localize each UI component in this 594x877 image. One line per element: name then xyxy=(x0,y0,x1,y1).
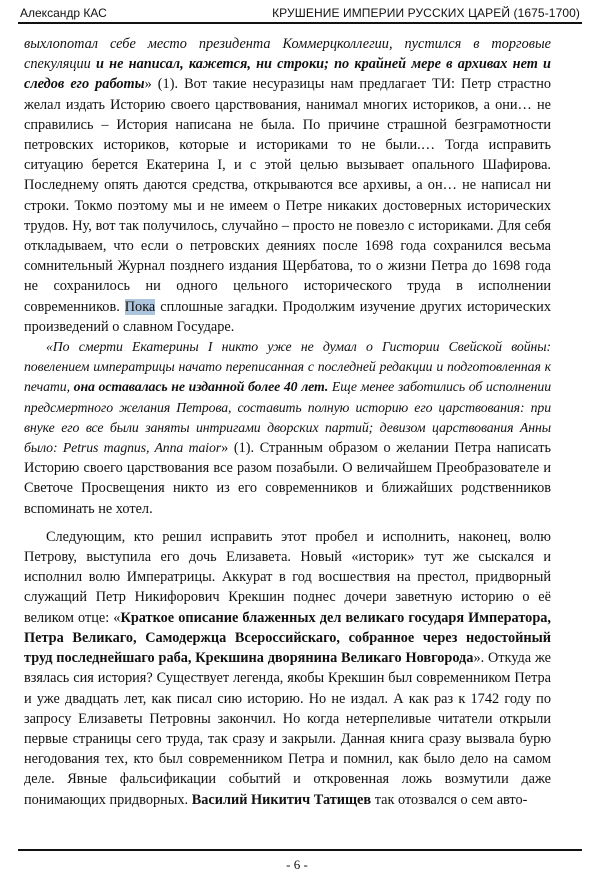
paragraph-gap xyxy=(24,519,551,527)
paragraph-3-text-2: ». Откуда же взялась сия история? Существует легенда, якобы Крекшин был современником Петра и уже двадцать лет, как писал сию историю. Но не издал. А как раз к 1742 году по запросу Елизаветы Петровны закончил. Но когда нетерпеливые читатели открыли первые страницы сего труда, так сразу и закрыли. Данная книга сразу вызвала бурю негодования тех, кто был современником Петра и помнил, как было дело на самом деле. Явные фальсификации событий и откровенная ложь возмутили даже понимающих придворных. xyxy=(24,650,551,808)
running-header xyxy=(18,4,582,22)
book-title-bold: Краткое описание блаженных дел великаго государя Императора, Петра Великаго, Самодержца Всероссийскаго, собранное через недостойный труд последнейшаго раба, Крекшина дворянина Великаго Новгорода xyxy=(24,609,551,667)
paragraph-2[interactable] xyxy=(24,337,551,519)
selected-word[interactable]: Пока xyxy=(124,298,156,315)
page-number: - 6 - xyxy=(286,857,308,872)
paragraph-3-text: Следующим, кто решил исправить этот пробел и исполнить, наконец, волю Петрову, выступила его дочь Елизавета. Новый «историк» тут же сыскался и исполнил волю Императрицы. Аккурат в год восшествия на престол, придворный служащий Петр Никифорович Крекшин поднес дочери заветную историю о её великом отце: « xyxy=(24,528,551,626)
header-author: Александр КАС xyxy=(20,6,107,20)
header-book-title: КРУШЕНИЕ ИМПЕРИИ РУССКИХ ЦАРЕЙ (1675-1700) xyxy=(272,6,580,20)
quote-continuation: выхлопотал себе место президента Коммерцколлегии, пустился в торговые спекуляции xyxy=(24,36,551,73)
paragraph-1-text: » (1). Вот такие несуразицы нам предлагает ТИ: Петр страстно желал издать Историю своего царствования, нанимал многих историков, а они… не справились – История написана не была. По причине страшной безграмотности петровских историков, которые и историками то не были.… Тогда исправить ситуацию берется Екатерина I, и с этой целью вызывает опального Шафирова. Последнему опять даются средства, открываются все архивы, а он… не написал ни строки. Токмо поэтому мы и не имеем о Петре никаких достоверных исторических трудов. Ну, вот так получилось, случайно – просто не повезло с историками. Для себя откладываем, что если о петровских деяниях после 1698 года сохранился весьма сомнительный Журнал позднего издания Щербатова, то о жизни Петра до 1698 года не сохранилось ни одного цельного исторического труда в исполнении современников. xyxy=(24,76,551,315)
paragraph-1-end: сплошные загадки. Продолжим изучение других исторических произведений о славном Государе. xyxy=(24,298,551,335)
quote-text-2: Еще менее заботились об исполнении предсмертного желания Петрова, составить полную историю его царствования: при внуке его все были заняты интригами дворских партий; девизом царствования Анны было: Petrus magnus, Anna maior xyxy=(24,379,552,456)
paragraph-3[interactable] xyxy=(24,527,551,810)
paragraph-2-text: » (1). Странным образом о желании Петра написать Историю своего царствования все разом позабыли. О величайшем Преобразователе и Светоче Просвещения никто из его современников и ближайших родственников вспоминать не хотел. xyxy=(24,440,551,517)
quote-emphasis: она оставалась не изданной более 40 лет. xyxy=(73,379,329,395)
header-rule xyxy=(18,22,582,24)
quote-emphasis: и не написал, кажется, ни строки; по крайней мере в архивах нет и следов его работы xyxy=(24,56,551,93)
paragraph-3-end: так отозвался о сем авто- xyxy=(371,791,528,808)
paragraph-1[interactable] xyxy=(24,34,551,337)
person-name-bold: Василий Никитич Татищев xyxy=(191,791,372,808)
footer-rule xyxy=(18,849,582,851)
quote-text: «По смерти Екатерины I никто уже не думал о Гистории Свейской войны: повелением императрицы начато переписанная с последней редакции и подготовленная к печати, xyxy=(24,339,551,395)
page-text[interactable] xyxy=(24,34,551,810)
